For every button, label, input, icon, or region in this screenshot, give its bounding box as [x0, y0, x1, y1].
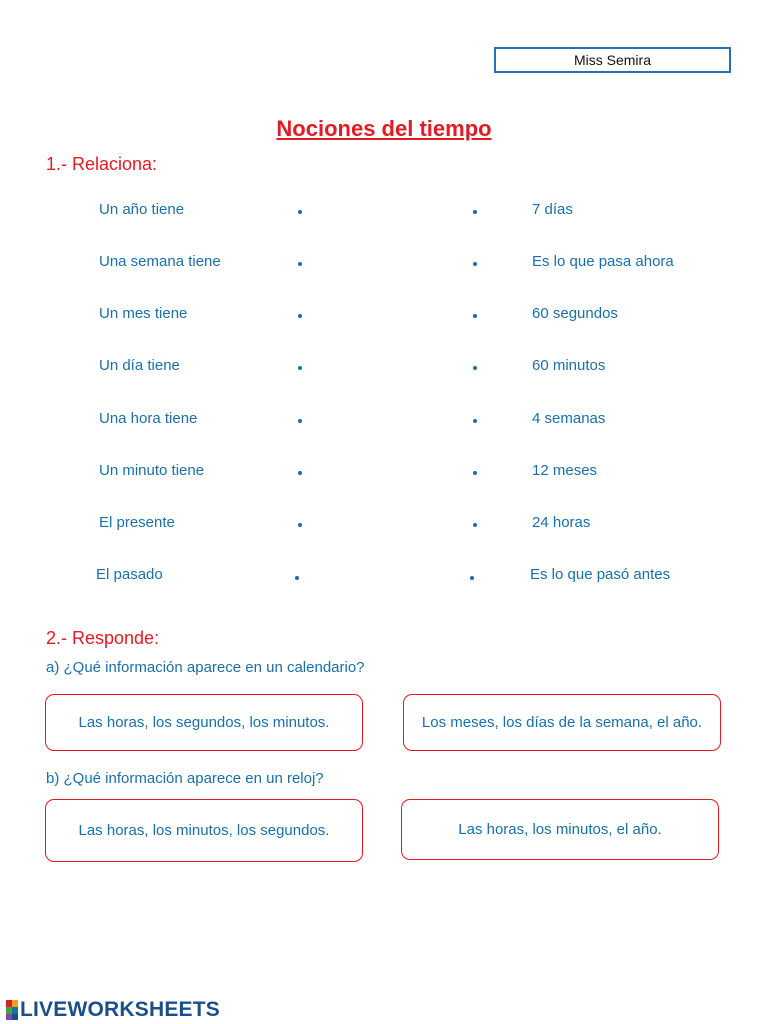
match-left-dot[interactable] — [298, 210, 302, 214]
match-left-dot[interactable] — [298, 262, 302, 266]
match-right-item: 60 segundos — [532, 305, 618, 322]
match-right-dot[interactable] — [473, 366, 477, 370]
match-right-item: Es lo que pasó antes — [530, 566, 671, 583]
match-left-item: El pasado — [96, 566, 163, 583]
match-left-dot[interactable] — [298, 314, 302, 318]
answer-option-a2[interactable] — [403, 694, 721, 751]
match-right-dot[interactable] — [473, 471, 477, 475]
answer-option-b1[interactable] — [45, 799, 363, 862]
match-right-dot[interactable] — [470, 576, 474, 580]
match-left-dot[interactable] — [298, 523, 302, 527]
match-left-item: Una semana tiene — [99, 253, 221, 270]
teacher-name: Miss Semira — [573, 52, 651, 68]
answer-option-label: Los meses, los días de la semana, el año. — [421, 714, 703, 731]
page-title: Nociones del tiempo — [276, 116, 492, 141]
match-left-dot[interactable] — [295, 576, 299, 580]
match-left-item: El presente — [99, 514, 175, 531]
match-right-dot[interactable] — [473, 210, 477, 214]
match-left-dot[interactable] — [298, 366, 302, 370]
match-right-dot[interactable] — [473, 419, 477, 423]
answer-option-a1[interactable] — [45, 694, 363, 751]
answer-option-label: Las horas, los segundos, los minutos. — [78, 714, 330, 731]
match-left-dot[interactable] — [298, 419, 302, 423]
answer-option-label: Las horas, los minutos, el año. — [458, 821, 662, 838]
answer-option-label: Las horas, los minutos, los segundos. — [78, 822, 330, 839]
match-right-item: 24 horas — [532, 514, 591, 531]
match-left-item: Un mes tiene — [99, 305, 188, 322]
match-left-item: Un minuto tiene — [99, 462, 205, 479]
section-1-heading: 1.- Relaciona: — [46, 154, 158, 174]
match-right-dot[interactable] — [473, 523, 477, 527]
match-right-dot[interactable] — [473, 314, 477, 318]
match-right-item: 4 semanas — [532, 410, 606, 427]
match-left-item: Un año tiene — [99, 201, 185, 218]
liveworksheets-logo — [6, 998, 220, 1022]
match-left-dot[interactable] — [298, 471, 302, 475]
match-right-dot[interactable] — [473, 262, 477, 266]
match-right-item: 7 días — [532, 201, 573, 218]
teacher-name-box — [494, 47, 731, 73]
match-right-item: Es lo que pasa ahora — [532, 253, 674, 270]
question-a: a) ¿Qué información aparece en un calendario? — [46, 659, 365, 676]
match-left-item: Un día tiene — [99, 357, 180, 374]
liveworksheets-icon — [6, 1000, 18, 1020]
question-b: b) ¿Qué información aparece en un reloj? — [46, 770, 324, 787]
match-left-item: Una hora tiene — [99, 410, 198, 427]
match-right-item: 12 meses — [532, 462, 598, 479]
section-2-heading: 2.- Responde: — [46, 628, 160, 648]
match-right-item: 60 minutos — [532, 357, 606, 374]
logo-text: LIVEWORKSHEETS — [20, 998, 220, 1021]
answer-option-b2[interactable] — [401, 799, 719, 860]
